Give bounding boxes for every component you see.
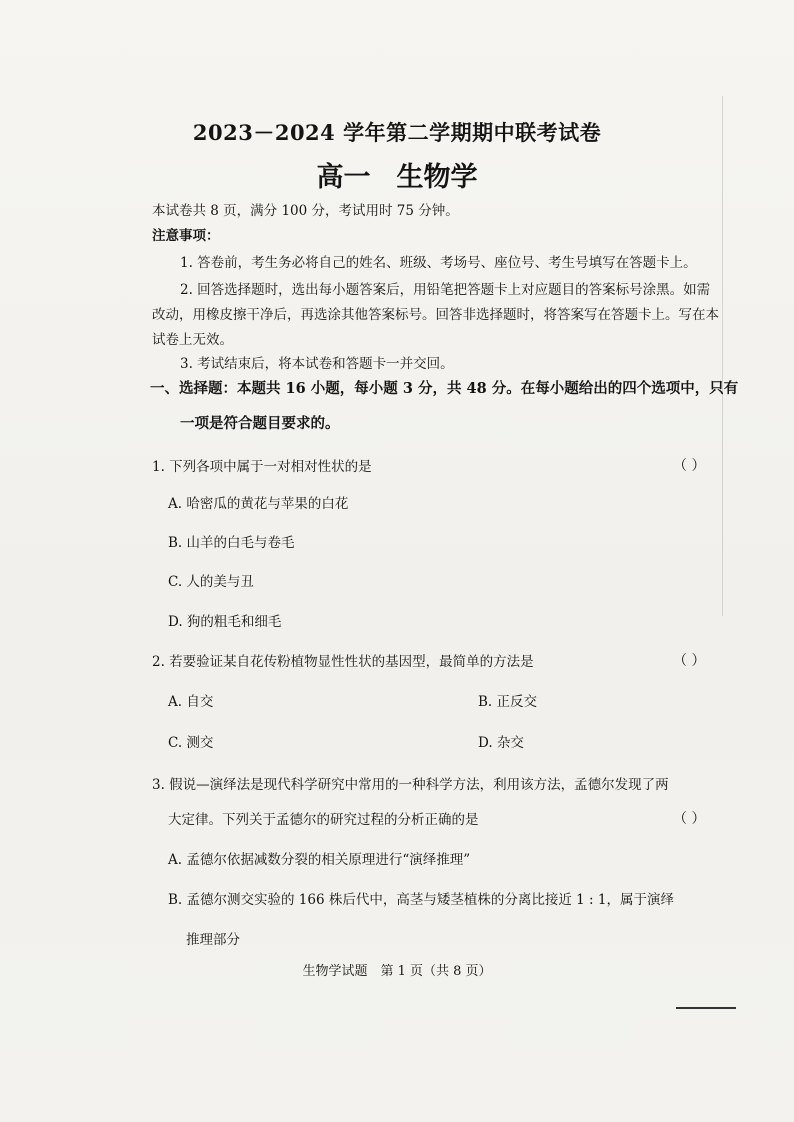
exam-title: 2023－2024 学年第二学期期中联考试卷: [192, 120, 602, 145]
question-2-answer-paren: （ ）: [673, 653, 706, 669]
question-1-option-d: D. 狗的粗毛和细毛: [168, 614, 282, 630]
question-3-stem-line-1: 3. 假说—演绎法是现代科学研究中常用的一种科学方法，利用该方法，孟德尔发现了两: [152, 777, 669, 793]
grade-label: 高一: [316, 162, 371, 193]
question-1-stem: 1. 下列各项中属于一对相对性状的是: [152, 459, 372, 475]
question-2-stem: 2. 若要验证某自花传粉植物显性性状的基因型，最简单的方法是: [152, 654, 534, 670]
question-3-option-a: A. 孟德尔依据减数分裂的相关原理进行“演绎推理”: [168, 852, 471, 868]
question-2-option-b: B. 正反交: [478, 694, 538, 710]
question-2-option-c: C. 测交: [168, 735, 214, 751]
question-3-option-b-line-1: B. 孟德尔测交实验的 166 株后代中，高茎与矮茎植株的分离比接近 1 : 1，属于演绎: [168, 892, 674, 908]
bottom-rule: [676, 1007, 736, 1009]
subject-label: 生物学: [396, 162, 478, 193]
question-3-stem-line-2: 大定律。下列关于孟德尔的研究过程的分析正确的是: [168, 812, 479, 828]
page-footer: 生物学试题 第 1 页（共 8 页）: [302, 964, 492, 979]
note-item-2-line-1: 2. 回答选择题时，选出每小题答案后，用铅笔把答题卡上对应题目的答案标号涂黑。如需: [180, 282, 711, 298]
note-item-2-line-3: 试卷上无效。: [152, 332, 233, 348]
question-1-option-b: B. 山羊的白毛与卷毛: [168, 535, 295, 551]
question-3-answer-paren: （ ）: [673, 811, 706, 827]
question-1-answer-paren: （ ）: [673, 458, 706, 474]
section-1-heading-line-2: 一项是符合题目要求的。: [180, 415, 340, 432]
question-2-option-d: D. 杂交: [478, 735, 524, 751]
question-1-option-a: A. 哈密瓜的黄花与苹果的白花: [168, 496, 349, 512]
note-item-2-line-2: 改动，用橡皮擦干净后，再选涂其他答案标号。回答非选择题时，将答案写在答题卡上。写在本: [152, 307, 719, 323]
question-1-option-c: C. 人的美与丑: [168, 574, 254, 590]
note-item-1: 1. 答卷前，考生务必将自己的姓名、班级、考场号、座位号、考生号填写在答题卡上。: [180, 255, 697, 271]
subject-heading: [0, 155, 794, 194]
question-3-option-b-line-2: 推理部分: [186, 932, 240, 948]
intro-text: 本试卷共 8 页，满分 100 分，考试用时 75 分钟。: [152, 203, 459, 219]
question-2-option-a: A. 自交: [168, 694, 214, 710]
notes-heading: 注意事项：: [152, 228, 220, 244]
note-item-3: 3. 考试结束后，将本试卷和答题卡一并交回。: [180, 356, 454, 372]
section-1-heading-line-1: 一、选择题：本题共 16 小题，每小题 3 分，共 48 分。在每小题给出的四个选项中，只有: [150, 380, 739, 397]
